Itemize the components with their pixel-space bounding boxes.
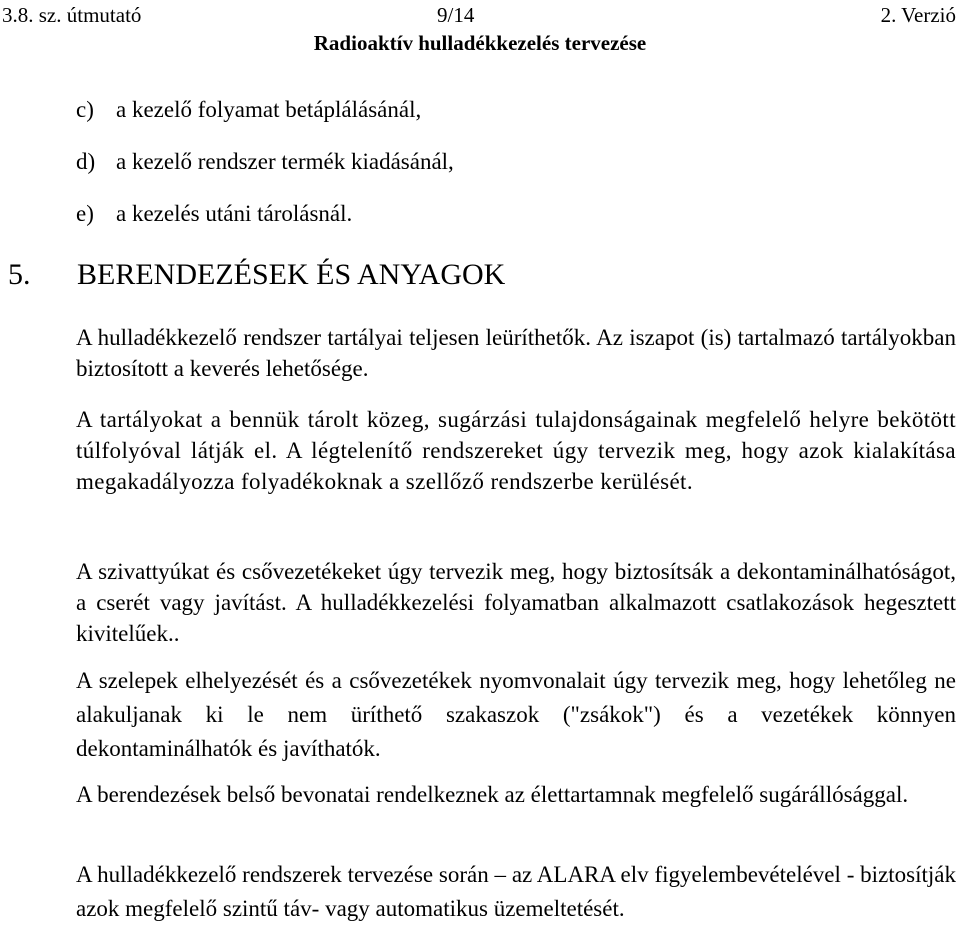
paragraph-tank-drainage: A hulladékkezelő rendszer tartályai teljesen leüríthetők. Az iszapot (is) tartalmazó tartályokban biztosított a keverés lehetősége.	[76, 325, 956, 381]
section-heading	[0, 255, 960, 295]
list-item	[76, 148, 946, 175]
list-marker: d)	[76, 149, 96, 174]
list-item-text: a kezelés utáni tárolásnál.	[116, 201, 353, 226]
list-item-text: a kezelő folyamat betáplálásánál,	[116, 97, 422, 122]
guide-number: 3.8. sz. útmutató	[2, 3, 142, 27]
document-title: Radioaktív hulladékkezelés tervezése	[313, 31, 647, 55]
page-number: 9/14	[437, 3, 475, 27]
section-title: BERENDEZÉSEK ÉS ANYAGOK	[77, 258, 506, 291]
paragraph-tank-overflow: A tartályokat a bennük tárolt közeg, sugárzási tulajdonságainak megfelelő helyre bekötött túlfolyóval látják el. A légtelenítő rendszereket úgy tervezik meg, hogy azok kialakítása megakadályozza folyadékoknak a szellőző rendszerbe kerülését.	[76, 407, 956, 494]
paragraph-coatings: A berendezések belső bevonatai rendelkeznek az élettartamnak megfelelő sugárállósággal.	[76, 782, 909, 807]
list-item	[76, 96, 946, 123]
list-marker: e)	[76, 201, 94, 226]
paragraph-alara: A hulladékkezelő rendszerek tervezése során – az ALARA elv figyelembevételével - biztosítják azok megfelelő szintű táv- vagy automatikus üzemeltetését.	[76, 862, 956, 921]
continued-list	[76, 96, 946, 252]
page-header	[0, 0, 960, 60]
list-item-text: a kezelő rendszer termék kiadásánál,	[116, 149, 454, 174]
list-item	[76, 200, 946, 227]
paragraph-pumps-pipes: A szivattyúkat és csővezetékeket úgy tervezik meg, hogy biztosítsák a dekontaminálhatóságot, a cserét vagy javítást. A hulladékkezelési folyamatban alkalmazott csatlakozások hegesztett kivitelűek..	[76, 559, 956, 646]
list-marker: c)	[76, 97, 94, 122]
section-number: 5.	[8, 258, 31, 291]
paragraph-valves: A szelepek elhelyezését és a csővezetékek nyomvonalait úgy tervezik meg, hogy lehetőleg ne alakuljanak ki le nem üríthető szakaszok ("zsákok") és a vezetékek könnyen dekontaminálhatók és javíthatók.	[76, 668, 956, 761]
version-label: 2. Verzió	[880, 3, 956, 27]
